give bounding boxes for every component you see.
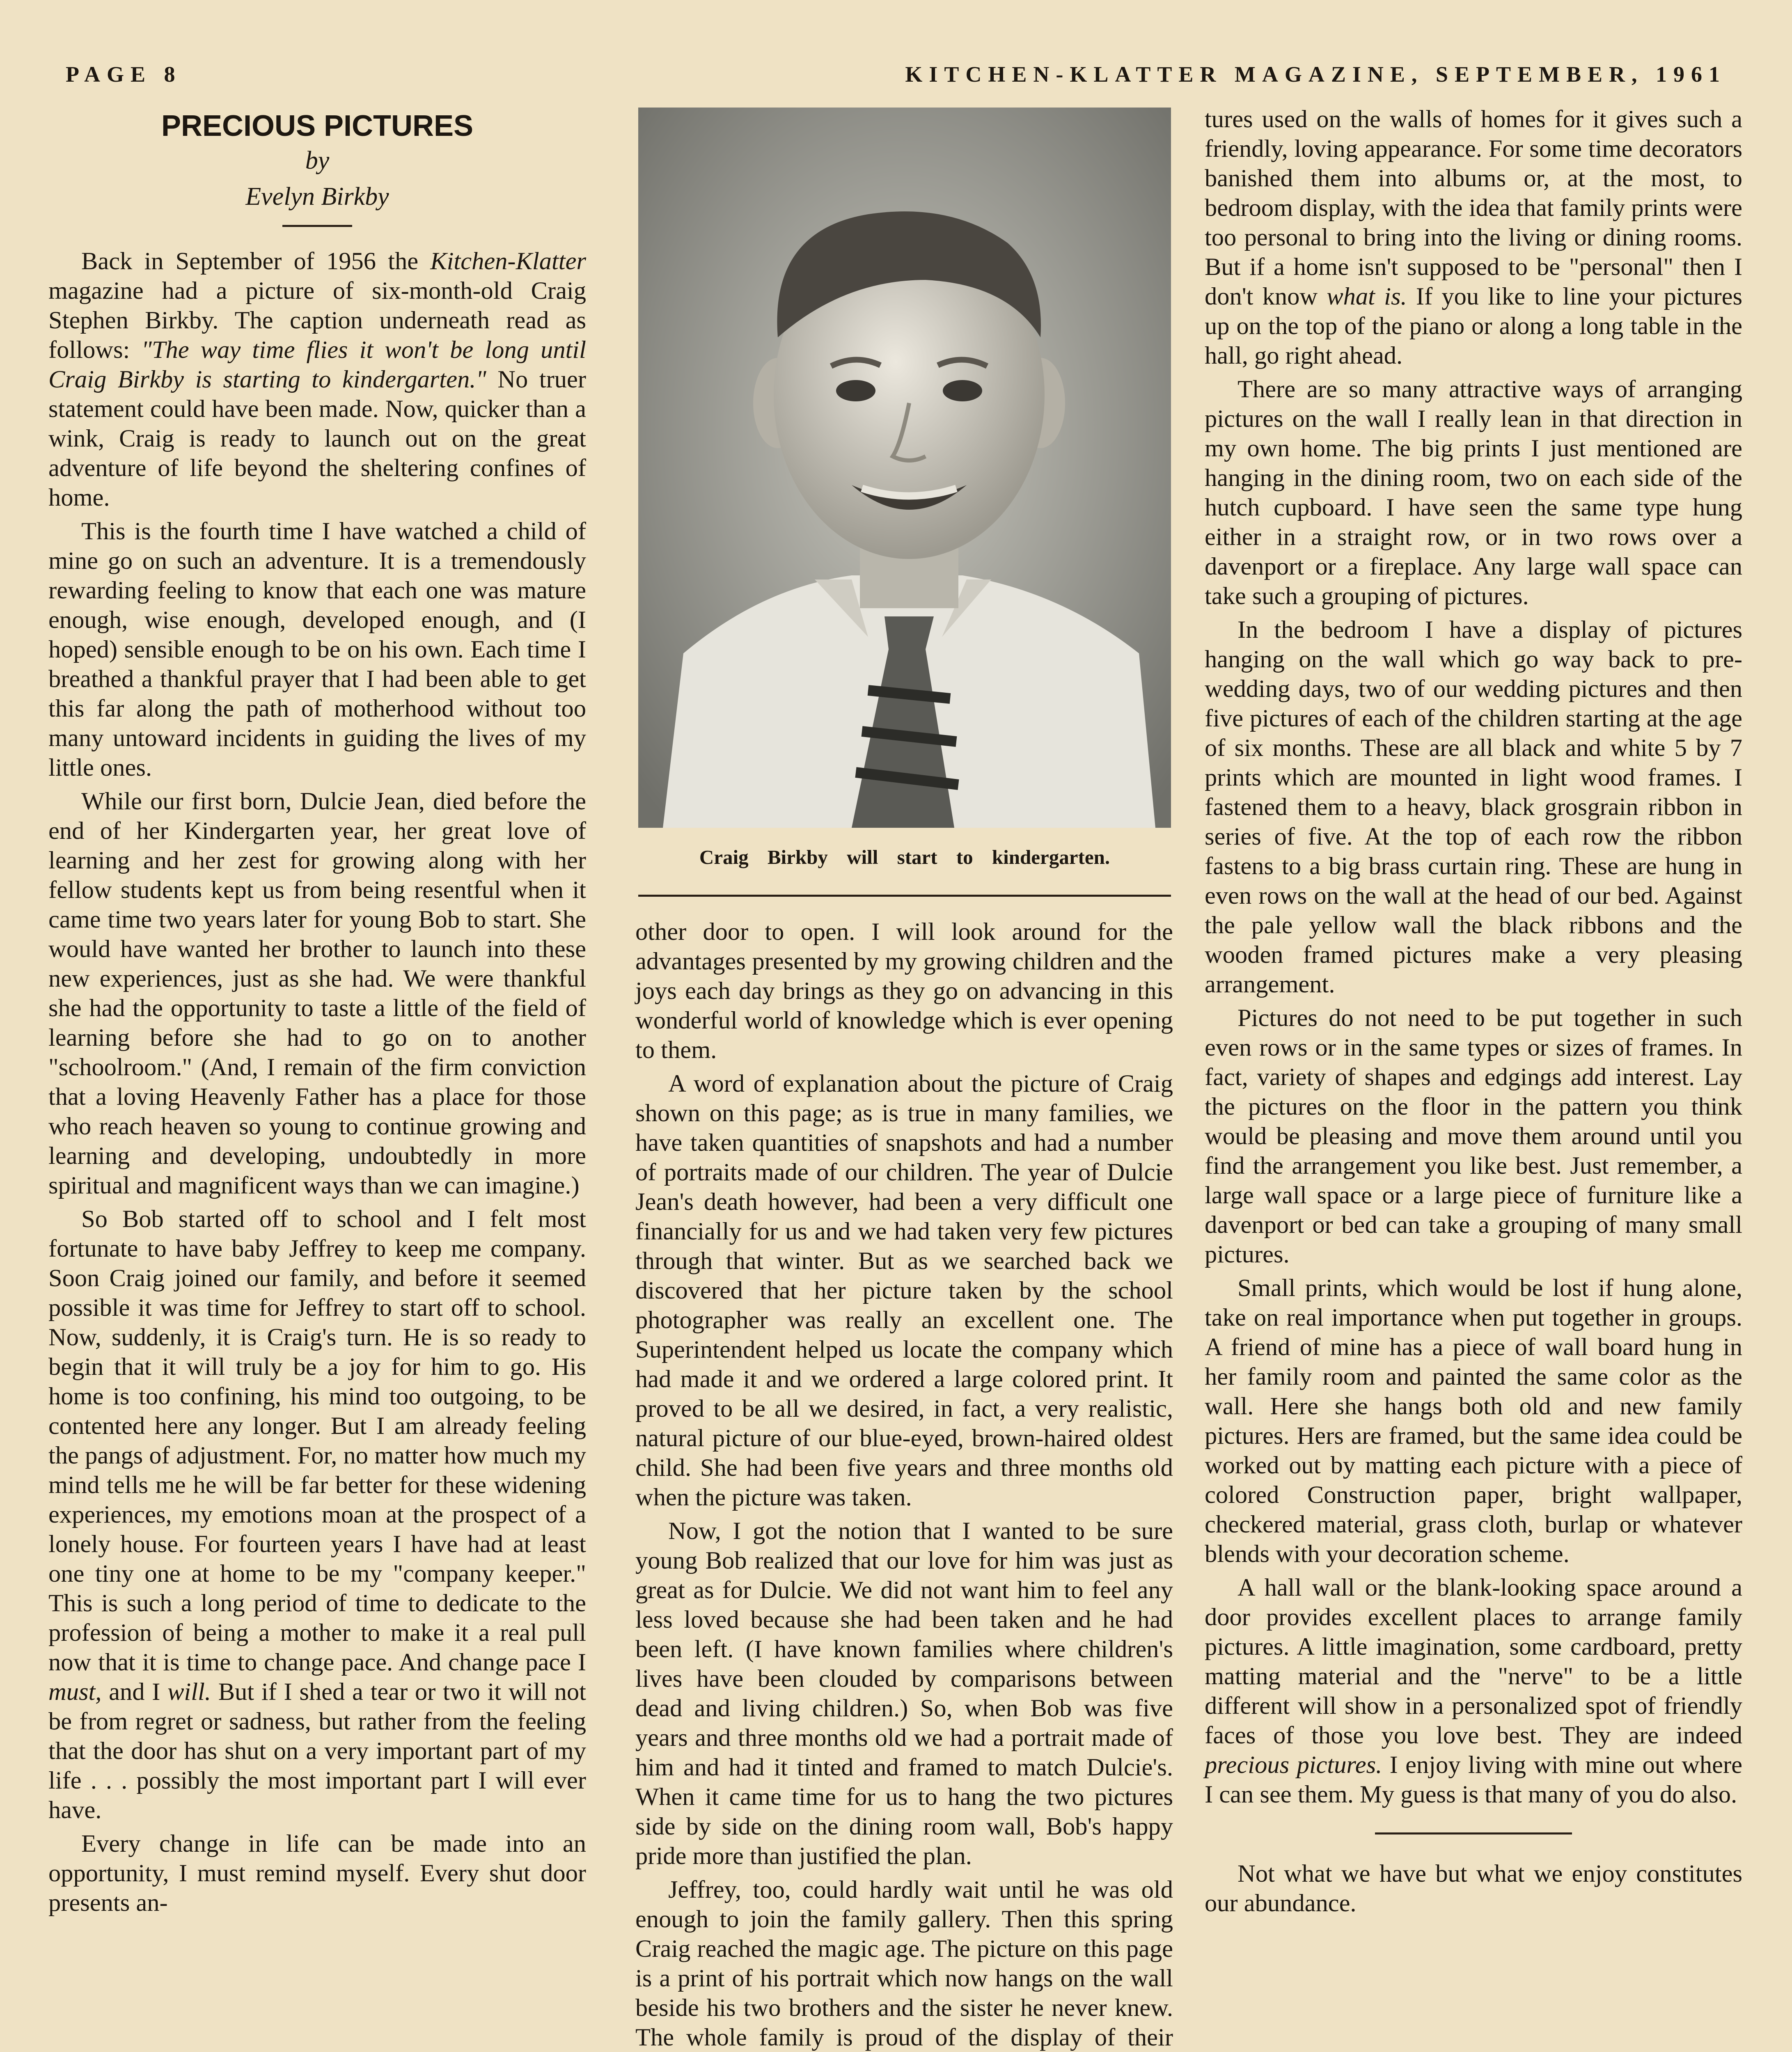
text-run: So Bob started off to school and I felt most fortunate to have baby Jeffrey to keep me company. Soon Craig joined our family, and before it seemed possible it was time for Jeffrey to start off to school. Now, suddenly, it is Craig's turn. He is so ready to begin that it will truly be a joy for him to go. His home is too confining, his mind too outgoing, to be contented here any longer. But I am already feeling the pangs of adjustment. For, no matter how much my mind tells me he will be far better for these widening experiences, my emotions moan at the prospect of a lonely house. For fourteen years I have had at least one tiny one at home to be my "company keeper." This is such a long period of time to dedicate to the profession of being a mother to make it a real pull now that it is time to change pace. And change pace I [48,1205,586,1676]
paragraph: A word of explanation about the picture of Craig shown on this page; as is true in many families, we have taken quantities of snapshots and had a number of portraits made of our children. The year of Dulcie Jean's death however, had been a very difficult one financially for us and we had taken very few pictures through that winter. But as we searched back we discovered that her picture taken by the school photographer was really an excellent one. The Superintendent helped us locate the company which had made it and we ordered a large colored print. It proved to be all we desired, in fact, a very realistic, natural picture of our blue-eyed, brown-haired oldest child. She had been five years and three months old when the picture was taken. [635,1070,1173,1511]
paragraph [1205,105,1742,371]
paragraph: In the bedroom I have a display of pictures hanging on the wall which go way back to pre-wedding days, two of our wedding pictures and then five pictures of each of the children starting at the age of six months. These are all black and white 5 by 7 prints which are mounted in light wood frames. I fastened them to a heavy, black grosgrain ribbon in series of five. At the top of each row the ribbon fastens to a big brass curtain ring. These are hung in even rows on the wall at the head of our bed. Against the pale yellow wall the black ribbons and the wooden framed pictures make a very pleasing arrangement. [1205,616,1742,998]
text-run: must, [48,1678,102,1706]
paragraph: Jeffrey, too, could hardly wait until he was old enough to join the family gallery. Then this spring Craig reached the magic age. The picture on this page is a print of his portrait which now hangs on the wall beside his two brothers and the sister he never knew. The whole family is proud of the display of their [635,1876,1173,2051]
text-run: No truer statement could have been made. Now, quicker than a wink, Craig is ready to launch out on the great adventure of life beyond the sheltering confines of home. [48,366,586,511]
text-run: But if I shed a tear or two it will not be from regret or sadness, but rather from the feeling that the door has shut on a very important part of my life . . . possibly the most important part I will ever have. [48,1678,586,1824]
paragraph: Now, I got the notion that I wanted to be sure young Bob realized that our love for him was just as great as for Dulcie. We did not want him to feel any less loved because she had been taken and he had been left. (I have known families where children's lives have been clouded by comparisons between dead and living children.) So, when Bob was five years and three months old we had a portrait made of him and had it tinted and framed to match Dulcie's. When it came time for us to hang the two pictures side by side on the dining room wall, Bob's happy pride more than justified the plan. [635,1517,1173,1870]
byline-by: by [305,147,330,174]
paragraph [48,1205,586,1825]
paragraph [48,247,586,513]
portrait-photo [638,108,1171,828]
text-run: "The way time flies it won't be long until Craig Birkby is starting to kindergarten." [48,336,586,393]
boy-portrait-image [638,108,1171,828]
text-run: If you like to line your pictures up on the top of the piano or along a long table in the hall, go right ahead. [1205,283,1743,369]
title-rule [282,225,352,227]
text-run: what is. [1327,283,1407,310]
text-run: I enjoy living with mine out where I can see them. My guess is that many of you do also. [1205,1751,1742,1808]
text-run: precious pictures. [1205,1751,1382,1779]
page-header [66,62,1726,94]
paragraph [1205,1573,1742,1809]
photo-caption: Craig Birkby will start to kindergarten. [699,846,1110,868]
paragraph: While our first born, Dulcie Jean, died before the end of her Kindergarten year, her great love of learning and her zest for growing along with her fellow students kept us from being resentful when it came time two years later for young Bob to start. She would have wanted her brother to launch into these new experiences, just as she had. We were thankful she had the opportunity to taste a little of the field of learning before she had to go on to another "schoolroom." (And, I remain of the firm conviction that a loving Heavenly Father has a place for those who reach heaven so young to continue growing and learning and developing, undoubtedly in more spiritual and magnificent ways than we can imagine.) [48,788,586,1199]
text-run: Kitchen-Klatter [430,247,586,275]
closing-quote: Not what we have but what we enjoy constitutes our abundance. [1205,1860,1742,1917]
text-run: A hall wall or the blank-looking space around a door provides excellent places to arrange family pictures. A little imagination, some cardboard, pretty matting material and the "nerve" to be a little different will show in a personalized spot of friendly faces of those you love best. They are indeed [1205,1574,1742,1749]
text-run: and I [101,1678,168,1706]
paragraph: There are so many attractive ways of arranging pictures on the wall I really lean in that direction in my own home. The big prints I just mentioned are hanging in the dining room, two on each side of the hutch cupboard. I have seen the same type hung either in a straight row, or in two rows over a davenport or a fireplace. Any large wall space can take such a grouping of pictures. [1205,376,1742,610]
column-2 [635,917,1173,2052]
paragraph: Pictures do not need to be put together in such even rows or in the same types or sizes of frames. In fact, variety of shapes and edgings add interest. Lay the pictures on the floor in the pattern you think would be pleasing and move them around until you find the arrangement you like best. Just remember, a large wall space or a large piece of furniture like a davenport or bed can take a grouping of many small pictures. [1205,1004,1742,1268]
caption-rule [638,895,1171,897]
masthead: KITCHEN-KLATTER MAGAZINE, SEPTEMBER, 1961 [905,62,1726,87]
text-run: tures used on the walls of homes for it gives such a friendly, loving appearance. For some time decorators banished them into albums or, at the most, to bedroom display, with the idea that family prints were too personal to bring into the living or dining rooms. But if a home isn't supposed to be "personal" then I don't know [1205,105,1742,310]
paragraph: Small prints, which would be lost if hung alone, take on real importance when put together in groups. A friend of mine has a piece of wall board hung in her family room and painted the same color as the wall. Here she hangs both old and new family pictures. Hers are framed, but the same idea could be worked out by matting each picture with a piece of colored Construction paper, bright wallpaper, checkered material, grass cloth, burlap or whatever blends with your decoration scheme. [1205,1274,1742,1568]
closing-rule [1375,1832,1572,1834]
paragraph: Every change in life can be made into an opportunity, I must remind myself. Every shut door presents an- [48,1830,586,1917]
byline-author: Evelyn Birkby [245,183,389,211]
column-3 [1205,105,1742,1922]
text-run: will. [167,1678,211,1706]
paragraph: This is the fourth time I have watched a child of mine go on such an adventure. It is a tremendously rewarding feeling to know that each one was mature enough, wise enough, developed enough, and (I hoped) sensible enough to be on his own. Each time I breathed a thankful prayer that I had been able to get this far along the path of motherhood without too many untoward incidents in guiding the lives of my little ones. [48,518,586,781]
column-1 [48,108,586,1922]
paragraph: other door to open. I will look around for the advantages presented by my growing children and the joys each day brings as they go on advancing in this wonderful world of knowledge which is ever opening to them. [635,918,1173,1064]
text-run: magazine had a picture of six-month-old Craig Stephen Birkby. The caption underneath read as follows: [48,277,586,364]
page-number: PAGE 8 [66,62,182,87]
text-run: Back in September of 1956 the [81,247,431,275]
article-title: PRECIOUS PICTURES [161,110,474,142]
